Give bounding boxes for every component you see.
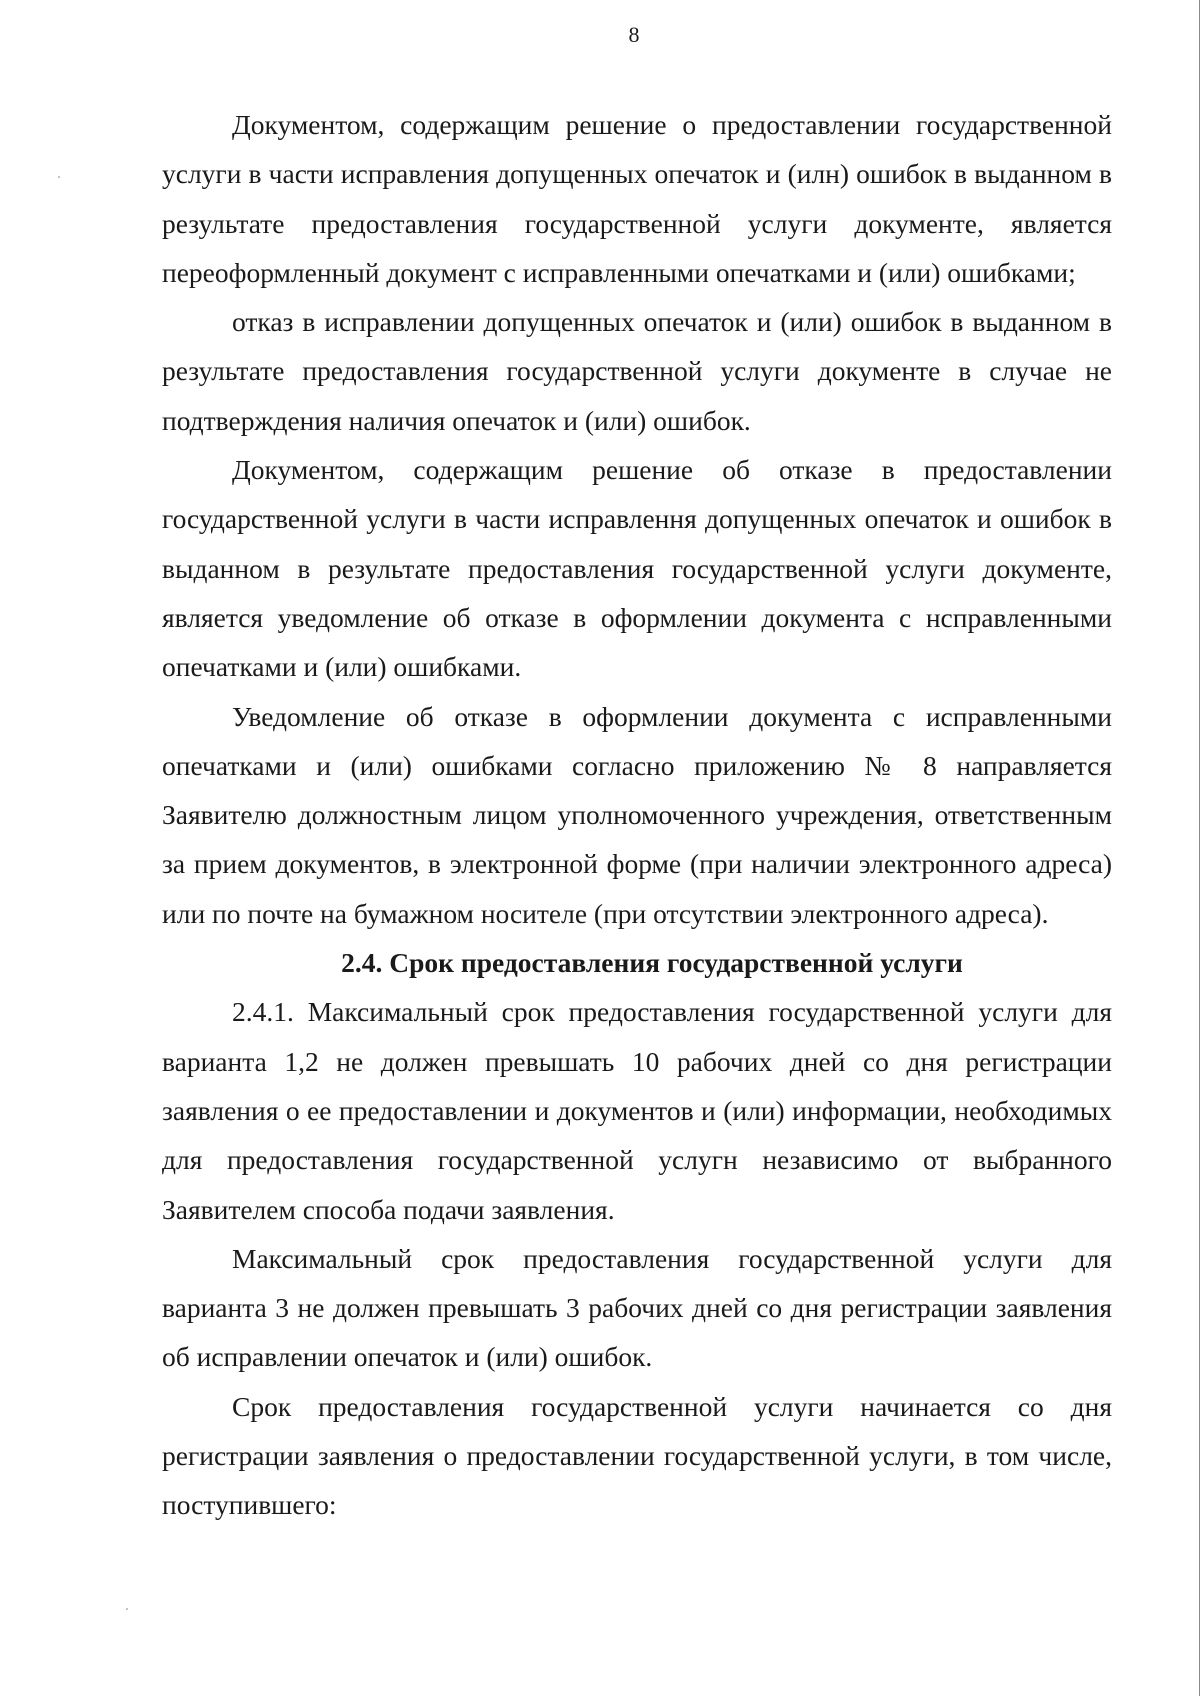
paragraph-term-start: Срок предоставления государственной услуги начинается со дня регистрации заявления о предоставлении государственной услуги, в том числе, поступившего: [162,1390,1112,1521]
scan-speck [126,1608,128,1610]
paragraph-max-term-variant-3: Максимальный срок предоставления государственной услуги для варианта 3 не должен превышать 3 рабочих дней со дня регистрации заявления об исправлении опечаток и (или) ошибок. [162,1242,1112,1373]
document-body [162,100,1112,1530]
page-number: 8 [628,22,640,47]
scan-speck [58,176,60,178]
section-heading: 2.4. Срок предоставления государственной услуги [341,947,963,979]
paragraph-refusal-correction: отказ в исправлении допущенных опечаток и (или) ошибок в выданном в результате предоставления государственной услуги документе в случае не подтверждения наличия опечаток и (или) ошибок. [162,306,1112,436]
paragraph-refusal-decision-document: Документом, содержащим решение об отказе в предоставлении государственной услуги в части исправлення допущенных опечаток и ошибок в выданном в результате предоставления государственной услуги документе, является уведомление об отказе в оформлении документа с нсправленными опечатками и (или) ошибками. [162,454,1112,683]
paragraph-decision-document: Документом, содержащим решение о предоставлении государственной услуги в части исправления допущенных опечаток и (илн) ошибок в выданном в результате предоставления государственной услуги документе, является переоформленный документ с исправленными опечатками и (или) ошибками; [162,109,1112,288]
paragraph-refusal-notice: Уведомление об отказе в оформлении документа с исправленными опечатками и (или) ошибками согласно приложению № 8 направляется Заявителю должностным лицом уполномоченного учреждения, ответственным за прием документов, в электронной форме (при наличии электронного адреса) или по почте на бумажном носителе (при отсутствии электронного адреса). [162,700,1112,929]
paragraph-max-term-variants-1-2: 2.4.1. Максимальный срок предоставления государственной услуги для варианта 1,2 не должен превышать 10 рабочих дней со дня регистрации заявления о ее предоставлении и документов и (или) информации, необходимых для предоставления государственной услугн независимо от выбранного Заявителем способа подачи заявления. [162,996,1112,1225]
